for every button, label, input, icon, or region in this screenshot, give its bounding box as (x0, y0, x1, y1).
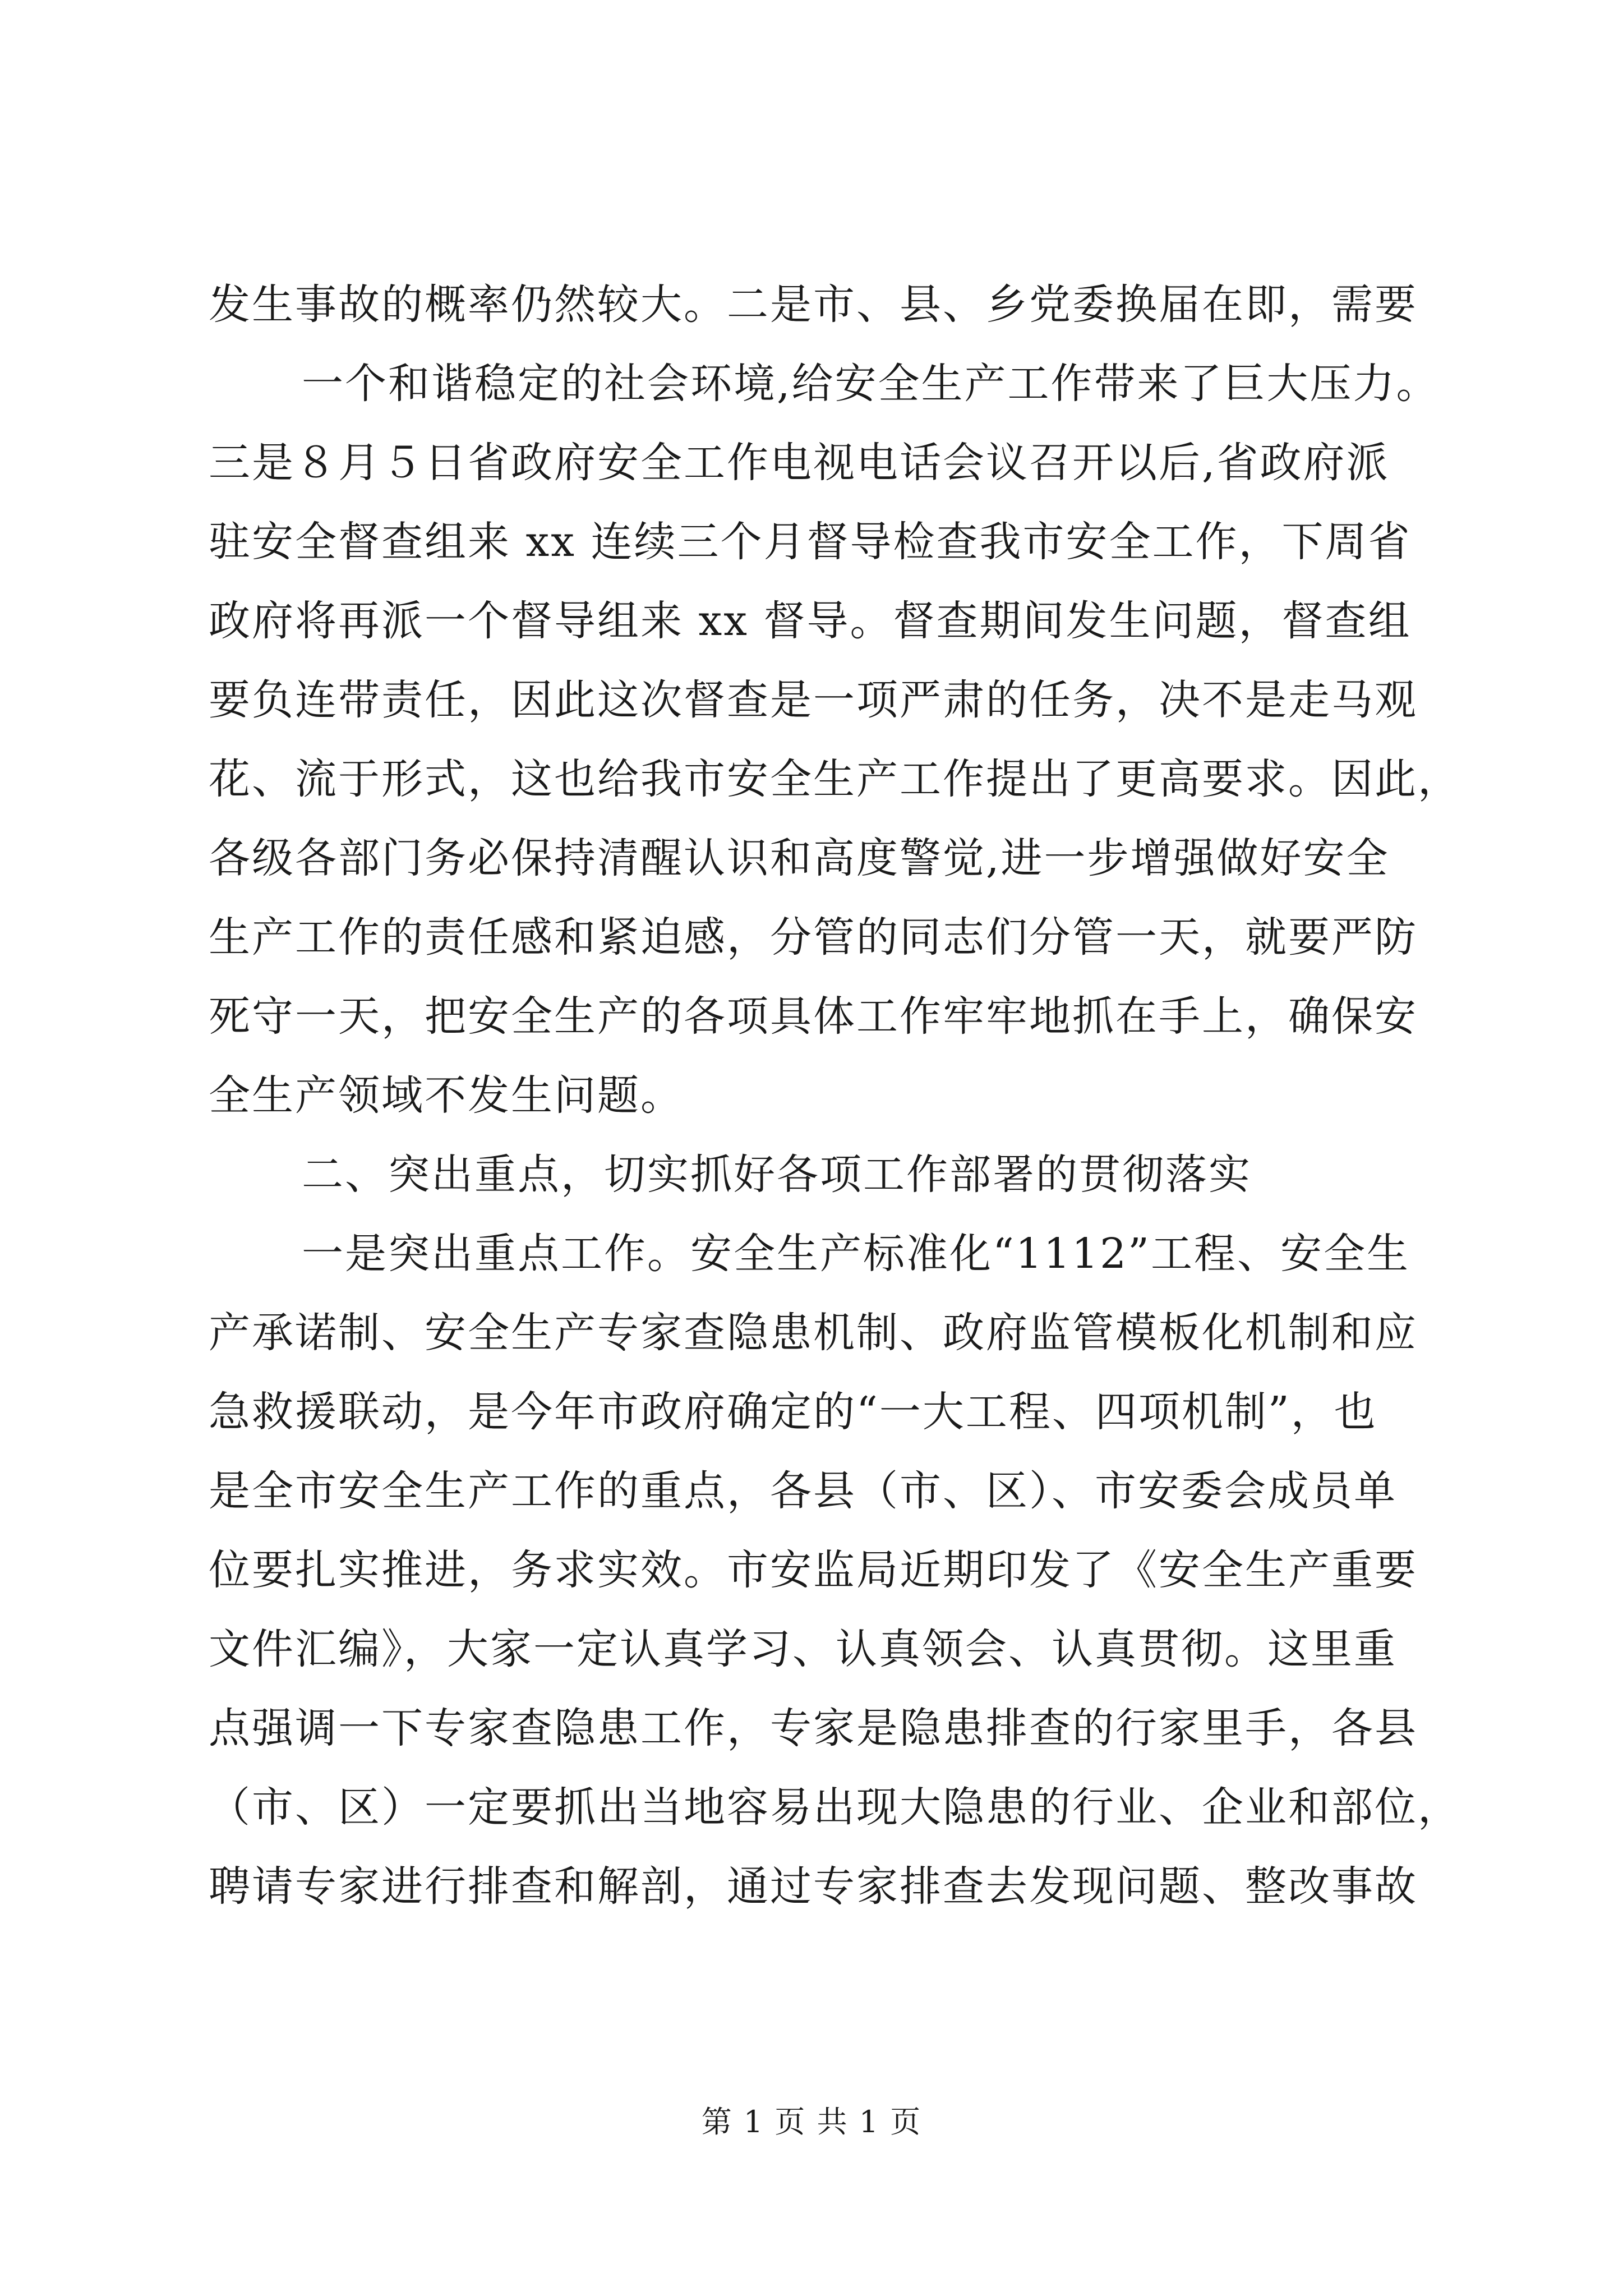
text-line: 一是突出重点工作。安全生产标准化“1112”工程、安全生 (302, 1230, 1410, 1278)
text-line: （市、区）一定要抓出当地容易出现大隐患的行业、企业和部位， (209, 1783, 1461, 1832)
text-line: 发生事故的概率仍然较大。二是市、县、乡党委换届在即，需要 (209, 280, 1418, 329)
text-line: 产承诺制、安全生产专家查隐患机制、政府监管模板化机制和应 (209, 1309, 1418, 1357)
text-line: 死守一天，把安全生产的各项具体工作牢牢地抓在手上，确保安 (209, 992, 1418, 1041)
text-line: 急救援联动，是今年市政府确定的“一大工程、四项机制”，也 (209, 1388, 1377, 1436)
text-line: 要负连带责任，因此这次督查是一项严肃的任务，决不是走马观 (209, 676, 1418, 724)
text-line: 驻安全督查组来 xx 连续三个月督导检查我市安全工作，下周省 (209, 518, 1412, 566)
text-line: 文件汇编》，大家一定认真学习、认真领会、认真贯彻。这里重 (209, 1625, 1397, 1673)
text-line: 花、流于形式，这也给我市安全生产工作提出了更高要求。因此， (209, 755, 1461, 803)
text-line: 政府将再派一个督导组来 xx 督导。督查期间发生问题，督查组 (209, 597, 1412, 645)
text-line: 一个和谐稳定的社会环境,给安全生产工作带来了巨大压力。 (302, 360, 1440, 408)
text-line: 全生产领域不发生问题。 (209, 1071, 684, 1120)
page-number-footer: 第 1 页 共 1 页 (701, 2104, 922, 2139)
section-heading: 二、突出重点，切实抓好各项工作部署的贯彻落实 (302, 1151, 1252, 1199)
text-line: 生产工作的责任感和紧迫感，分管的同志们分管一天，就要严防 (209, 913, 1418, 961)
text-line: 聘请专家进行排查和解剖，通过专家排查去发现问题、整改事故 (209, 1862, 1418, 1911)
text-line: 点强调一下专家查隐患工作，专家是隐患排查的行家里手，各县 (209, 1704, 1418, 1752)
text-line: 三是８月５日省政府安全工作电视电话会议召开以后,省政府派 (209, 439, 1390, 487)
text-line: 位要扎实推进，务求实效。市安监局近期印发了《安全生产重要 (209, 1546, 1418, 1594)
text-line: 各级各部门务必保持清醒认识和高度警觉,进一步增强做好安全 (209, 834, 1390, 882)
text-line: 是全市安全生产工作的重点，各县（市、区）、市安委会成员单 (209, 1467, 1397, 1515)
